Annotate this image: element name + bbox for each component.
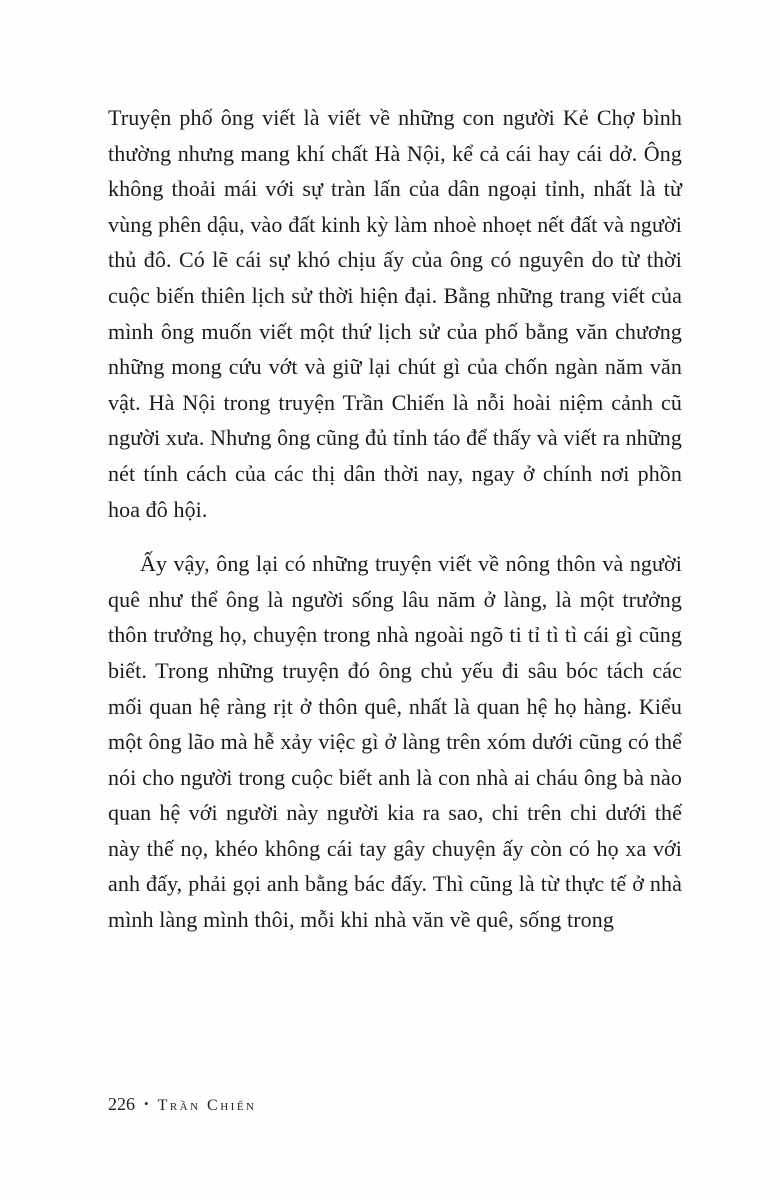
body-text (108, 100, 682, 938)
paragraph: Ấy vậy, ông lại có những truyện viết về nông thôn và người quê như thể ông là người sống lâu năm ở làng, là một trưởng thôn trưởng họ, chuyện trong nhà ngoài ngõ ti tỉ tì tì cái gì cũng biết. Trong những truyện đó ông chủ yếu đi sâu bóc tách các mối quan hệ ràng rịt ở thôn quê, nhất là quan hệ họ hàng. Kiểu một ông lão mà hễ xảy việc gì ở làng trên xóm dưới cũng có thể nói cho người trong cuộc biết anh là con nhà ai cháu ông bà nào quan hệ với người này người kia ra sao, chi trên chi dưới thế này thế nọ, khéo không cái tay gây chuyện ấy còn có họ xa với anh đấy, phải gọi anh bằng bác đấy. Thì cũng là từ thực tế ở nhà mình làng mình thôi, mỗi khi nhà văn về quê, sống trong (108, 551, 682, 933)
page-footer (108, 1094, 257, 1115)
bullet-separator-icon: • (144, 1096, 149, 1111)
running-title: Trần Chiến (157, 1097, 257, 1114)
page-number: 226 (108, 1094, 135, 1114)
paragraph: Truyện phố ông viết là viết về những con người Kẻ Chợ bình thường nhưng mang khí chất Hà Nội, kể cả cái hay cái dở. Ông không thoải mái với sự tràn lấn của dân ngoại tỉnh, nhất là từ vùng phên dậu, vào đất kinh kỳ làm nhoè nhoẹt nết đất và người thủ đô. Có lẽ cái sự khó chịu ấy của ông có nguyên do từ thời cuộc biến thiên lịch sử thời hiện đại. Bằng những trang viết của mình ông muốn viết một thứ lịch sử của phố bằng văn chương những mong cứu vớt và giữ lại chút gì của chốn ngàn năm văn vật. Hà Nội trong truyện Trần Chiến là nỗi hoài niệm cảnh cũ người xưa. Nhưng ông cũng đủ tỉnh táo để thấy và viết ra những nét tính cách của các thị dân thời nay, ngay ở chính nơi phồn hoa đô hội. (108, 105, 682, 522)
